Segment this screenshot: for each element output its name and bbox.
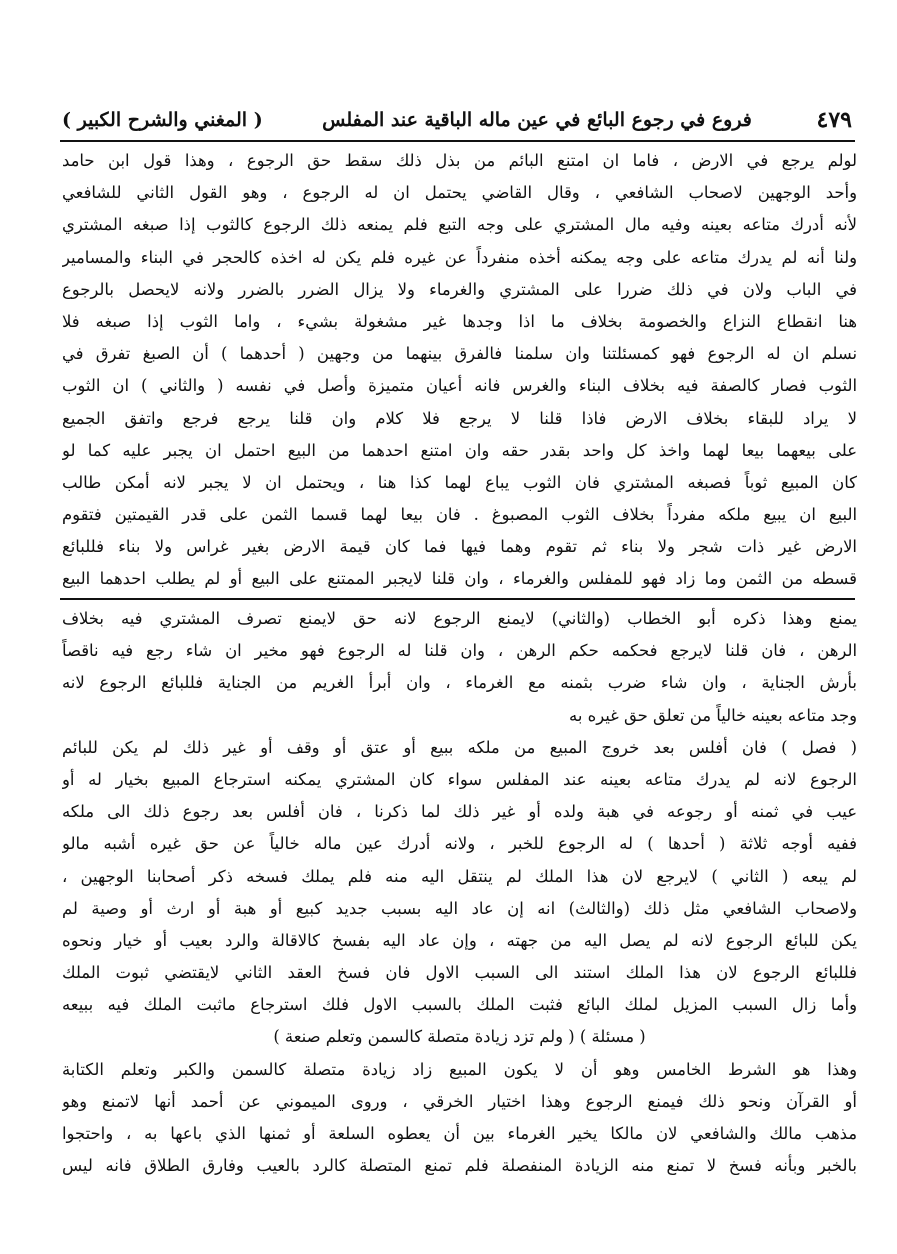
text-line: ولاصحاب الشافعي مثل ذلك (والثالث) انه إن عاد اليه بسبب جديد كبيع أو هبة أو ارث أو وصية لم: [62, 898, 857, 918]
text-line: لولم يرجع في الارض ، فاما ان امتنع البائم من بذل ذلك سقط حق الرجوع ، وهذا قول ابن حامد: [62, 151, 857, 170]
issue-heading: ( مسئلة ) ( ولم تزد زيادة متصلة كالسمن وتعلم صنعة ): [273, 1027, 646, 1047]
text-line: أو القرآن ونحو ذلك فيمنع الرجوع وهذا اختيار الخرقي ، وروى الميموني عن أحمد أنها لاتمنع وهو: [62, 1091, 857, 1111]
text-line: عيب في ثمنه أو رجوعه في هبة ولده أو غير ذلك لما ذكرنا ، فان أفلس بعد رجوع ذلك الى ملكه: [62, 802, 857, 822]
text-line: في الباب ولان في ذلك ضررا على المشتري والغرماء ولا يزال الضرر بالضرر ولانه لايحصل بالرجوع: [62, 279, 857, 299]
running-title: فروع في رجوع البائع في عين ماله الباقية عند المفلس: [322, 109, 752, 131]
text-line: لم يبعه ( الثاني ) لايرجع لان هذا الملك لم ينتقل اليه منه فلم يملك فسخه ذكر أصحابنا الوجهين ،: [62, 866, 857, 886]
section-divider: [60, 598, 855, 600]
text-line: وجد متاعه بعينه خالياً من تعلق حق غيره به: [569, 705, 857, 725]
text-line: ولنا أنه لم يدرك متاعه على وجه يمكنه أخذه منفرداً عن غيره فلم يكن له اخذه كالحجر في البناء والمسامير: [62, 247, 857, 267]
text-line: وأحد الوجهين لاصحاب الشافعي ، وقال القاضي يحتمل ان له الرجوع ، وهو القول الثاني للشافعي: [62, 183, 857, 203]
text-line: الرجوع لانه لم يدرك متاعه بعينه عند المفلس سواء كان المشتري يمكنه استرجاع المبيع بخيار له أو: [62, 769, 857, 789]
text-line: ففيه أوجه ثلاثة ( أحدها ) له الرجوع للخبر ، ولانه أدرك عين ماله خالياً عن حق غيره أشبه مالو: [62, 834, 857, 854]
text-line: لا يراد للبقاء بخلاف الارض فاذا قلنا لا يرجع فلا كلام وان قلنا يرجع فرجع واتفق الجميع: [62, 408, 857, 428]
text-line: وهذا هو الشرط الخامس وهو أن لا يكون المبيع زاد زيادة متصلة كالسمن والكبر وتعلم الكتابة: [62, 1059, 857, 1079]
text-line: الرهن ، فان قلنا لايرجع فحكمه حكم الرهن ، وان قلنا له الرجوع فهو مخير ان شاء رجع فيه ناقصاً: [62, 641, 857, 661]
text-line: يمنع وهذا ذكره أبو الخطاب (والثاني) لايمنع الرجوع لانه حق لايمنع تصرف المشتري فيه بخلاف: [62, 609, 857, 628]
text-line: قسطه من الثمن وما زاد فهو للمفلس والغرماء ، وان قلنا لايجبر الممتنع على البيع أو لم يطلب احدهما البيع: [62, 569, 857, 589]
upper-text-block: [62, 145, 857, 596]
text-line: ( فصل ) فان أفلس بعد خروج المبيع من ملكه ببيع أو عتق أو وقف أو غير ذلك لم يكن للبائم: [62, 737, 857, 757]
text-line: مذهب مالك والشافعي لان مالكا يخير الغرماء بين أن يعطوه السلعة أو ثمنها الذي باعها به ، واحتجوا: [62, 1124, 857, 1143]
page-header: [62, 102, 852, 138]
text-line: الثوب فصار كالصفة فيه بخلاف البناء والغرس فانه أعيان متميزة وأصل في نفسه ( والثاني ) ان الثوب: [62, 376, 857, 396]
text-line: البيع ان يبيع ملكه مفرداً بخلاف الثوب المصبوغ . فان بيعا لهما قسما الثمن على قدر القيمتين فتقوم: [62, 505, 857, 525]
lower-text-block: [62, 603, 857, 1182]
book-title: ( المغني والشرح الكبير ): [62, 109, 263, 131]
text-line: يكن للبائع الرجوع لانه لم يصل اليه من جهته ، وإن عاد اليه بفسخ كالاقالة والرد بعيب أو خيار ونحوه: [62, 930, 857, 950]
text-line: على بيعهما بيعا لهما واخذ كل واحد بقدر حقه وان امتنع احدهما من البيع احتمل ان يجبر عليه كما لو: [62, 440, 857, 460]
text-line: الارض غير ذات شجر ولا بناء ثم تقوم وهما فيها فما كان قيمة الارض بغير غراس ولا بناء فللبائع: [62, 537, 857, 557]
text-line: فللبائع الرجوع لان هذا الملك استند الى السبب الاول فان فسخ العقد الثاني لايقتضي ثبوت الملك: [62, 963, 857, 983]
text-line: هنا انقطاع النزاع والخصومة بخلاف ما اذا وجدها غير مشغولة بشيء ، واما الثوب إذا صبغه فلا: [62, 311, 857, 331]
text-line: لأنه أدرك متاعه بعينه وفيه مال المشتري على وجه التبع فلم يمنعه ذلك الرجوع كالثوب إذا صبغه المشتري: [62, 215, 857, 235]
text-line: نسلم ان له الرجوع فهو كمسئلتنا وان سلمنا فالفرق بينهما من وجهين ( أحدهما ) أن الصبغ تفرق في: [62, 344, 857, 364]
text-line: وأما زال السبب المزيل لملك البائع فثبت الملك بالسبب الاول فلك استرجاع ماثبت الملك فيه ببيعه: [62, 995, 857, 1015]
page-number: ٤٧٩: [816, 107, 852, 133]
text-line: بالخبر وبأنه فسخ لا تمنع منه الزيادة المنفصلة فلم تمنع المتصلة كالرد بالعيب وفارق الطلاق فانه ليس: [62, 1156, 857, 1176]
text-line: كان المبيع ثوباً فصبغه المشتري فان الثوب يباع لهما كذا هنا ، ويحتمل ان لا يجبر لانه أمكن طالب: [62, 472, 857, 492]
header-rule: [60, 140, 855, 142]
text-line: بأرش الجناية ، وان شاء ضرب بثمنه مع الغرماء ، وان أبرأ الغريم من الجناية فللبائع الرجوع لانه: [62, 673, 857, 693]
